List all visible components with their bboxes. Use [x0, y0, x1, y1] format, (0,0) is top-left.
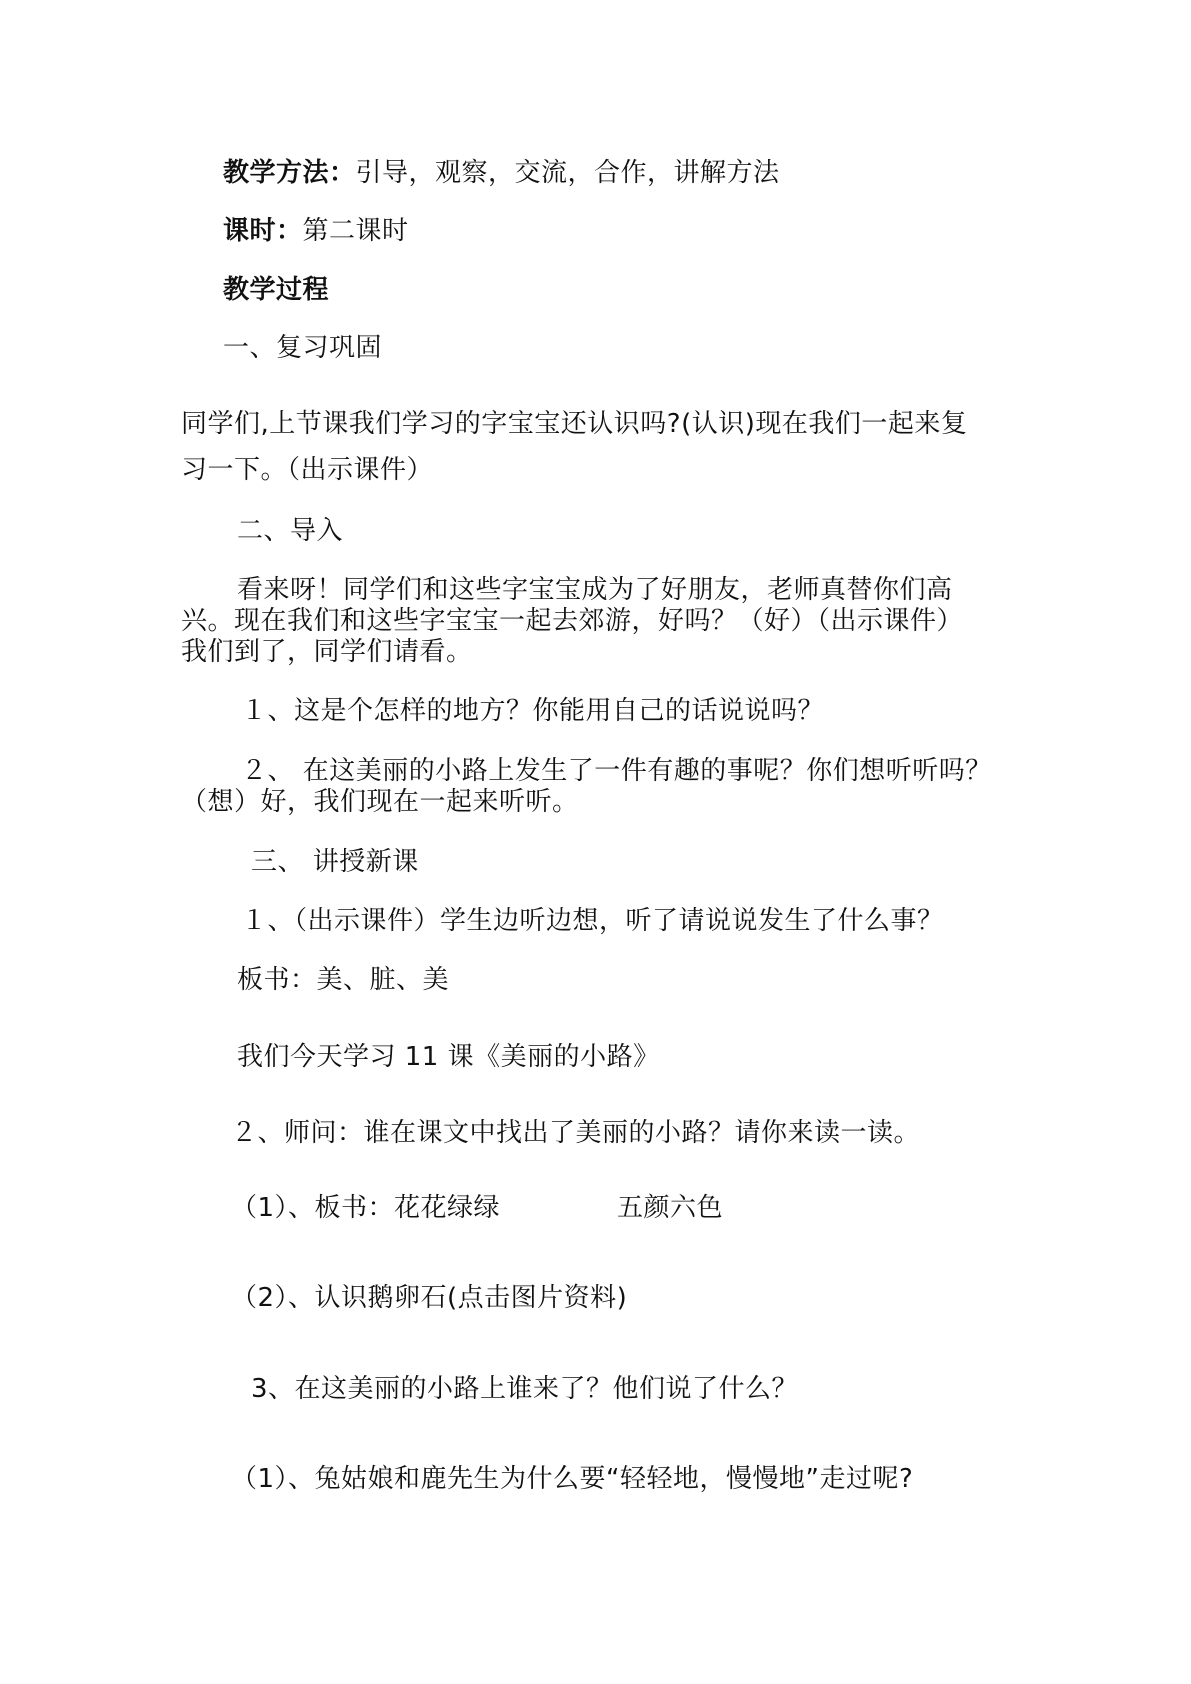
section3-lesson: 我们今天学习 11 课《美丽的小路》	[237, 1042, 660, 1072]
section1-line2: 习一下。（出示课件）	[181, 455, 434, 485]
section3-heading: 三、 讲授新课	[251, 847, 419, 877]
section3-sub1-a: （1）、板书：花花绿绿	[231, 1193, 501, 1223]
section3-sub3: （1）、兔姑娘和鹿先生为什么要“轻轻地，慢慢地”走过呢?	[231, 1464, 914, 1494]
section3-board1: 板书：美、脏、美	[237, 965, 450, 995]
section2-question2-line1: ２、 在这美丽的小路上发生了一件有趣的事呢？你们想听听吗？	[241, 756, 992, 786]
teaching-method-label: 教学方法：	[223, 158, 356, 188]
section2-question2-line2: （想）好，我们现在一起来听听。	[181, 787, 579, 817]
section2-para-line2: 兴。现在我们和这些字宝宝一起去郊游，好吗？（好）（出示课件）	[181, 606, 964, 636]
section2-para-line1: 看来呀！同学们和这些字宝宝成为了好朋友，老师真替你们高	[237, 575, 953, 605]
section2-question1: １、这是个怎样的地方？你能用自己的话说说吗？	[241, 696, 825, 726]
section1-line1: 同学们,上节课我们学习的字宝宝还认识吗?(认识)现在我们一起来复	[181, 409, 968, 439]
teaching-method-line	[223, 158, 780, 188]
teaching-method-text: 引导，观察，交流，合作，讲解方法	[355, 158, 780, 188]
process-title: 教学过程	[223, 275, 330, 305]
section2-heading: 二、导入	[237, 516, 344, 546]
section3-sub1-b: 五颜六色	[617, 1193, 724, 1223]
section3-item2: ２、师问：谁在课文中找出了美丽的小路？请你来读一读。	[231, 1118, 921, 1148]
class-period-text: 第二课时	[302, 216, 409, 246]
section2-para-line3: 我们到了，同学们请看。	[181, 637, 473, 667]
section3-item1: １、（出示课件）学生边听边想，听了请说说发生了什么事？	[241, 906, 944, 936]
section3-sub2: （2）、认识鹅卵石(点击图片资料)	[231, 1283, 628, 1313]
section1-heading: 一、复习巩固	[223, 333, 383, 363]
class-period-label: 课时：	[223, 216, 303, 246]
section3-item3: 3、在这美丽的小路上谁来了？他们说了什么？	[251, 1374, 799, 1404]
class-period-line	[223, 216, 409, 246]
